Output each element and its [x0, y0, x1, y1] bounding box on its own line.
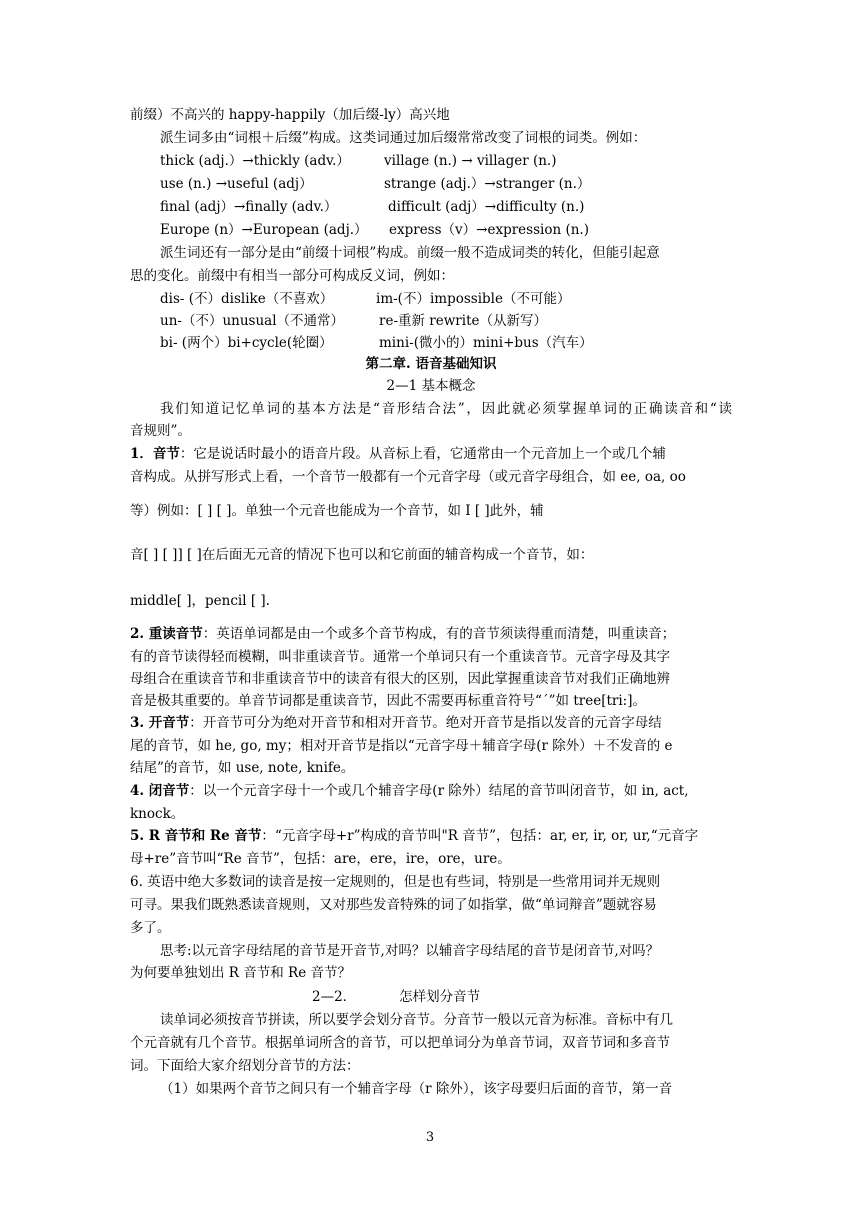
- text-line: 6. 英语中绝大多数词的读音是按一定规则的，但是也有些词，特别是一些常用词并无规则: [130, 874, 661, 890]
- page-number: 3: [425, 1130, 435, 1145]
- prefix-example: im-(不）impossible（不可能）: [376, 291, 571, 307]
- paragraph-3: [130, 714, 732, 733]
- text-line: 音构成。从拼写形式上看，一个音节一般都有一个元音字母（或元音字母组合，如 ee, oa, oo: [130, 469, 686, 485]
- item-text: ：它是说话时最小的语音片段。从音标上看，它通常由一个元音加上一个或几个辅: [179, 446, 666, 462]
- text-line: 音规则”。: [130, 423, 191, 439]
- text-line: 前缀）不高兴的 happy-happily（加后缀-ly）高兴地: [130, 107, 450, 123]
- item-label: 4. 闭音节: [130, 783, 190, 799]
- item-label: 2. 重读音节: [130, 626, 203, 642]
- item-text: ：开音节可分为绝对开音节和相对开音节。绝对开音节是指以发音的元音字母结: [189, 715, 662, 731]
- example-derivation: final (adj）→finally (adv.）: [160, 199, 338, 215]
- text-line: 母组合在重读音节和非重读音节中的读音有很大的区别，因此掌握重读音节对我们正确地辨: [130, 671, 670, 687]
- text-line: 我们知道记忆单词的基本方法是“音形结合法”，因此就必须掌握单词的正确读音和“读: [160, 401, 732, 417]
- text-line: 个元音就有几个音节。根据单词所含的音节，可以把单词分为单音节词，双音节词和多音节: [130, 1035, 670, 1051]
- chapter-heading: 第二章. 语音基础知识: [365, 356, 497, 372]
- item-text: ：“元音字母+r”构成的音节叫"R 音节”，包括：ar, er, ir, or, ur,“元音字: [261, 828, 699, 844]
- text-line: 派生词多由“词根＋后缀”构成。这类词通过加后缀常常改变了词根的词类。例如：: [160, 130, 647, 146]
- example-derivation: thick (adj.）→thickly (adv.）: [160, 153, 350, 169]
- section-heading: 2—2． 怎样划分音节: [312, 989, 481, 1005]
- text-line: 等）例如：[ ] [ ]。单独一个元音也能成为一个音节，如 I [ ]此外，辅: [130, 503, 544, 519]
- paragraph-4: [130, 782, 732, 801]
- prefix-example: un-（不）unusual（不通常）: [160, 313, 345, 329]
- text-line: 可寻。果我们既熟悉读音规则，又对那些发音特殊的词了如指掌，做“单词辩音”题就容易: [130, 897, 657, 913]
- text-line: 尾的音节，如 he, go, my；相对开音节是指以“元音字母＋辅音字母(r 除外）＋不发音的 e: [130, 738, 673, 754]
- text-line: 音是极其重要的。单音节词都是重读音节，因此不需要再标重音符号“ˊ”如 tree[tri:]。: [130, 693, 646, 709]
- text-line: 母+re”音节叫“Re 音节”，包括：are，ere，ire，ore，ure。: [130, 851, 511, 867]
- item-text: ：以一个元音字母十一个或几个辅音字母(r 除外）结尾的音节叫闭音节，如 in, act,: [189, 783, 689, 799]
- prefix-example: bi- (两个）bi+cycle(轮圈）: [160, 335, 333, 351]
- text-line: 为何要单独划出 R 音节和 Re 音节？: [130, 965, 351, 981]
- section-heading: 2—1 基本概念: [386, 378, 476, 394]
- text-line: 多了。: [130, 920, 171, 936]
- prefix-example: mini-(微小的）mini+bus（汽车）: [379, 335, 593, 351]
- example-derivation: Europe (n）→European (adj.）: [160, 222, 368, 238]
- item-text: ：英语单词都是由一个或多个音节构成，有的音节须读得重而清楚，叫重读音；: [202, 626, 676, 642]
- text-line: 音[ ] [ ]] [ ]在后面无元音的情况下也可以和它前面的辅音构成一个音节，如：: [130, 547, 594, 563]
- example-derivation: village (n.) → villager (n.): [384, 153, 557, 169]
- item-label: 5. R 音节和 Re 音节: [130, 828, 262, 844]
- text-line: 派生词还有一部分是由“前缀十词根”构成。前缀一般不造成词类的转化，但能引起意: [160, 245, 660, 261]
- text-line: middle[ ]，pencil [ ].: [130, 593, 270, 609]
- paragraph-5: [130, 827, 732, 846]
- text-line: 结尾”的音节，如 use, note, knife。: [130, 760, 355, 776]
- text-line: knock。: [130, 806, 185, 822]
- paragraph-1: [130, 445, 732, 464]
- item-label: 3. 开音节: [130, 715, 190, 731]
- text-line: 词。下面给大家介绍划分音节的方法：: [130, 1058, 360, 1074]
- text-line: 有的音节读得轻而模糊，叫非重读音节。通常一个单词只有一个重读音节。元音字母及其字: [130, 649, 670, 665]
- text-line: 思考:以元音字母结尾的音节是开音节,对吗？以辅音字母结尾的音节是闭音节,对吗？: [160, 943, 660, 959]
- text-line: 思的变化。前缀中有相当一部分可构成反义词，例如：: [130, 268, 454, 284]
- prefix-example: re-重新 rewrite（从新写）: [379, 313, 547, 329]
- example-derivation: express（v）→expression (n.): [389, 222, 589, 238]
- prefix-example: dis- (不）dislike（不喜欢）: [160, 291, 334, 307]
- example-derivation: strange (adj.）→stranger (n.）: [384, 176, 591, 192]
- example-derivation: use (n.) →useful (adj）: [160, 176, 313, 192]
- paragraph-2: [130, 625, 732, 644]
- text-line: （1）如果两个音节之间只有一个辅音字母（r 除外），该字母要归后面的音节，第一音: [160, 1081, 673, 1097]
- item-label: 1．音节: [130, 446, 180, 462]
- text-line: 读单词必须按音节拼读，所以要学会划分音节。分音节一般以元音为标准。音标中有几: [160, 1012, 673, 1028]
- example-derivation: difficult (adj）→difficulty (n.): [388, 199, 585, 215]
